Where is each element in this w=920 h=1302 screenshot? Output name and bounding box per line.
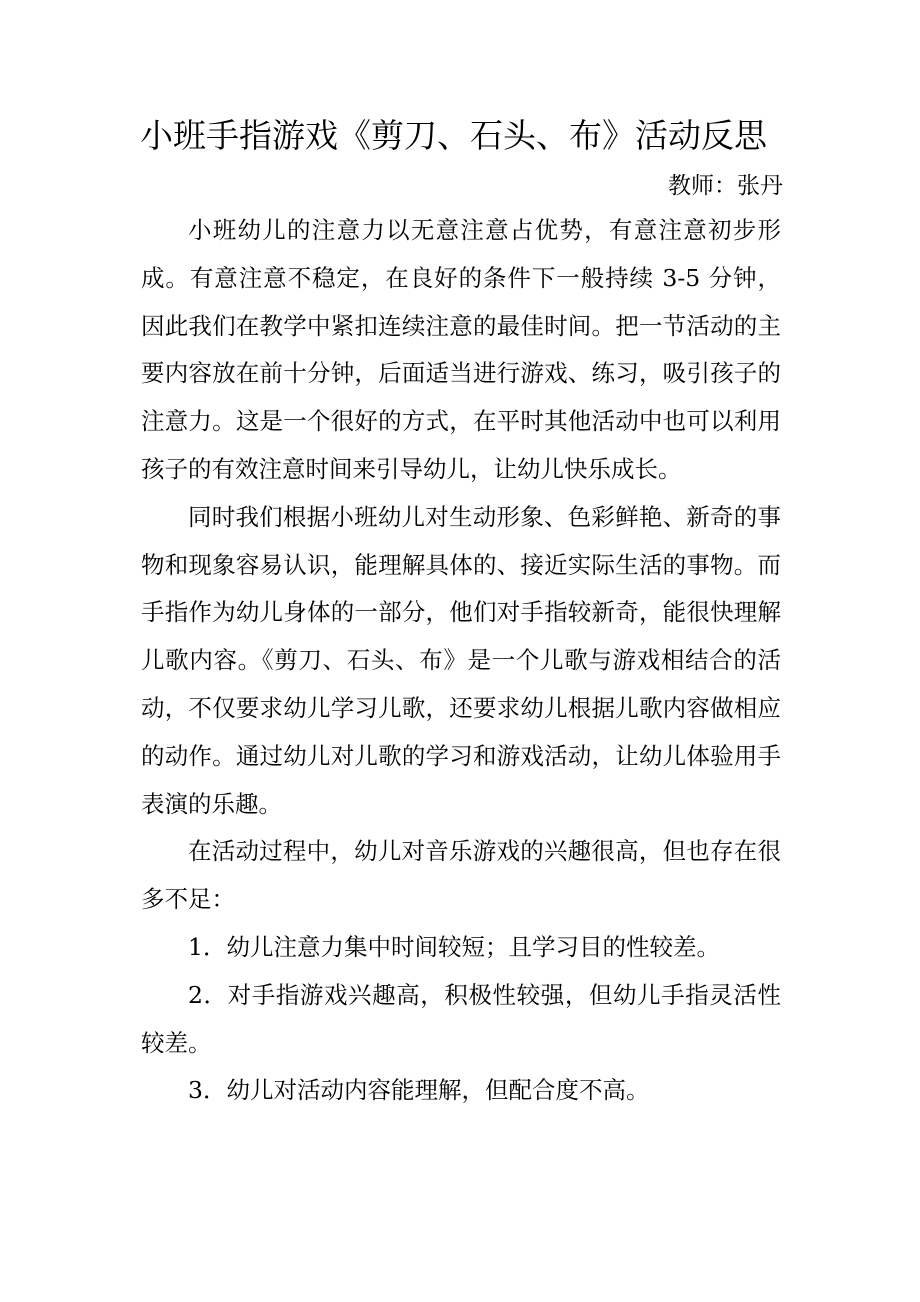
list-item-1: 1．幼儿注意力集中时间较短；且学习目的性较差。 bbox=[188, 932, 720, 961]
list-item-3: 3．幼儿对活动内容能理解，但配合度不高。 bbox=[188, 1076, 650, 1105]
paragraph-3: 在活动过程中，幼儿对音乐游戏的兴趣很高，但也存在很多不足： bbox=[141, 837, 781, 914]
paragraph-1: 小班幼儿的注意力以无意注意占优势，有意注意初步形成。有意注意不稳定，在良好的条件下一般持续 3-5 分钟，因此我们在教学中紧扣连续注意的最佳时间。把一节活动的主要内容放在前十分钟，后面适当进行游戏、练习，吸引孩子的注意力。这是一个很好的方式，在平时其他活动中也可以利用孩子的有效注意时间来引导幼儿，让幼儿快乐成长。 bbox=[141, 216, 781, 483]
paragraph-2: 同时我们根据小班幼儿对生动形象、色彩鲜艳、新奇的事物和现象容易认识，能理解具体的、接近实际生活的事物。而手指作为幼儿身体的一部分，他们对手指较新奇，能很快理解儿歌内容。《剪刀、石头、布》是一个儿歌与游戏相结合的活动，不仅要求幼儿学习儿歌，还要求幼儿根据儿歌内容做相应的动作。通过幼儿对儿歌的学习和游戏活动，让幼儿体验用手表演的乐趣。 bbox=[141, 502, 781, 818]
author-line: 教师：张丹 bbox=[668, 173, 783, 199]
list-item-2: 2．对手指游戏兴趣高，积极性较强，但幼儿手指灵活性较差。 bbox=[141, 980, 781, 1057]
document-body bbox=[141, 207, 781, 1115]
document-title: 小班手指游戏《剪刀、石头、布》活动反思 bbox=[140, 116, 767, 155]
